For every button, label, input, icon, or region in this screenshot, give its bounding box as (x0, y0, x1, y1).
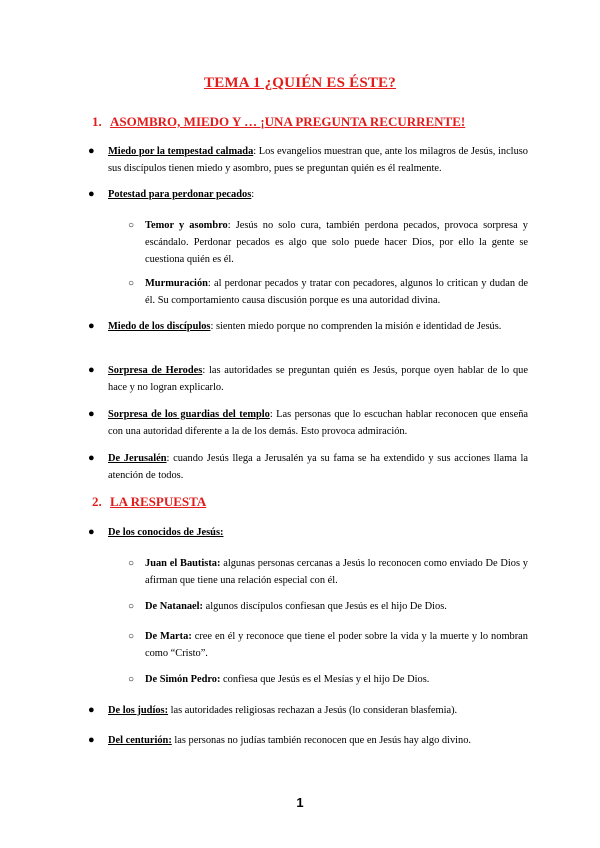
section-1-title: ASOMBRO, MIEDO Y … ¡UNA PREGUNTA RECURRENTE! (110, 114, 466, 129)
page-number: 1 (296, 795, 304, 810)
item-text: las personas no judías también reconocen que en Jesús hay algo divino. (171, 735, 472, 746)
item-text: algunos discípulos confiesan que Jesús es el hijo De Dios. (203, 601, 447, 612)
item-text: algunas personas cercanas a Jesús lo reconocen como enviado De Dios y afirman que tiene una relación especial con él. (145, 558, 528, 586)
list-item-jerusalen (108, 450, 528, 484)
item-lead: Potestad para perdonar pecados (108, 189, 252, 200)
bullet-icon: ● (88, 526, 95, 538)
item-text: : Los evangelios muestran que, ante los milagros de Jesús, incluso sus discípulos tienen miedo y asombro, pues se preguntan quién es él realmente. (108, 146, 529, 174)
section-2-title: LA RESPUESTA (110, 494, 207, 509)
item-text: : Las personas que lo escuchan hablar reconocen que enseña con una autoridad diferente a la de los demás. Esto provoca admiración. (108, 409, 528, 437)
item-text: confiesa que Jesús es el Mesías y el hijo De Dios. (220, 674, 430, 685)
item-lead: Juan el Bautista: (145, 558, 221, 569)
item-text: : sienten miedo porque no comprenden la misión e identidad de Jesús. (210, 321, 502, 332)
item-text: : las autoridades se preguntan quién es Jesús, porque oyen hablar de lo que hace y no logran explicarlo. (108, 365, 528, 393)
list-item-miedo-discipulos (108, 318, 528, 335)
bullet-icon: ● (88, 320, 95, 332)
item-text: las autoridades religiosas rechazan a Jesús (lo consideran blasfemia). (168, 705, 458, 716)
item-lead: De los conocidos de Jesús: (108, 527, 224, 538)
section-2-heading (92, 494, 206, 510)
item-text: : cuando Jesús llega a Jerusalén ya su fama se ha extendido y sus acciones llama la atención de todos. (108, 453, 528, 481)
hollow-bullet-icon: ○ (128, 220, 135, 231)
section-1-heading (92, 114, 465, 130)
bullet-icon: ● (88, 188, 95, 200)
bullet-icon: ● (88, 452, 95, 464)
section-2-number: 2. (92, 494, 102, 509)
item-lead: Sorpresa de los guardias del templo (108, 409, 270, 420)
document-title: TEMA 1 ¿QUIÉN ES ÉSTE? (204, 75, 396, 91)
hollow-bullet-icon: ○ (128, 601, 135, 612)
list-item-guardias (108, 406, 528, 440)
item-text: : (251, 189, 255, 200)
list-item-marta (145, 628, 528, 662)
hollow-bullet-icon: ○ (128, 674, 135, 685)
bullet-icon: ● (88, 734, 95, 746)
item-lead: De Marta: (145, 631, 192, 642)
list-item-natanael (145, 598, 528, 615)
item-lead: Miedo por la tempestad calmada (108, 146, 254, 157)
item-lead: Sorpresa de Herodes (108, 365, 203, 376)
hollow-bullet-icon: ○ (128, 631, 135, 642)
hollow-bullet-icon: ○ (128, 278, 135, 289)
hollow-bullet-icon: ○ (128, 558, 135, 569)
item-text: cree en él y reconoce que tiene el poder sobre la vida y la muerte y lo nombran como “Cristo”. (145, 631, 528, 659)
item-lead: Murmuración (145, 278, 208, 289)
bullet-icon: ● (88, 408, 95, 420)
item-lead: De Simón Pedro: (145, 674, 221, 685)
item-text: : Jesús no solo cura, también perdona pecados, provoca sorpresa y escándalo. Perdonar pecados es algo que solo puede hacer Dios, por ello la gente se cuestiona quién es él. (145, 220, 528, 265)
section-1-number: 1. (92, 114, 102, 129)
bullet-icon: ● (88, 364, 95, 376)
bullet-icon: ● (88, 704, 95, 716)
bullet-icon: ● (88, 145, 95, 157)
item-lead: De los judíos: (108, 705, 169, 716)
list-item-conocidos (108, 524, 528, 541)
item-lead: De Natanael: (145, 601, 204, 612)
list-item-judios (108, 702, 528, 719)
list-item-juan (145, 555, 528, 589)
list-item-centurion (108, 732, 528, 749)
list-item-tempestad (108, 143, 528, 177)
list-item-herodes (108, 362, 528, 396)
item-lead: Miedo de los discípulos (108, 321, 211, 332)
list-item-potestad (108, 186, 528, 203)
list-item-temor (145, 217, 528, 268)
item-lead: De Jerusalén (108, 453, 167, 464)
item-lead: Del centurión: (108, 735, 172, 746)
item-lead: Temor y asombro (145, 220, 228, 231)
list-item-murmuracion (145, 275, 528, 309)
list-item-simon-pedro (145, 671, 528, 688)
item-text: : al perdonar pecados y tratar con pecadores, algunos lo critican y dudan de él. Su comportamiento causa discusión porque es una autoridad divina. (145, 278, 528, 306)
